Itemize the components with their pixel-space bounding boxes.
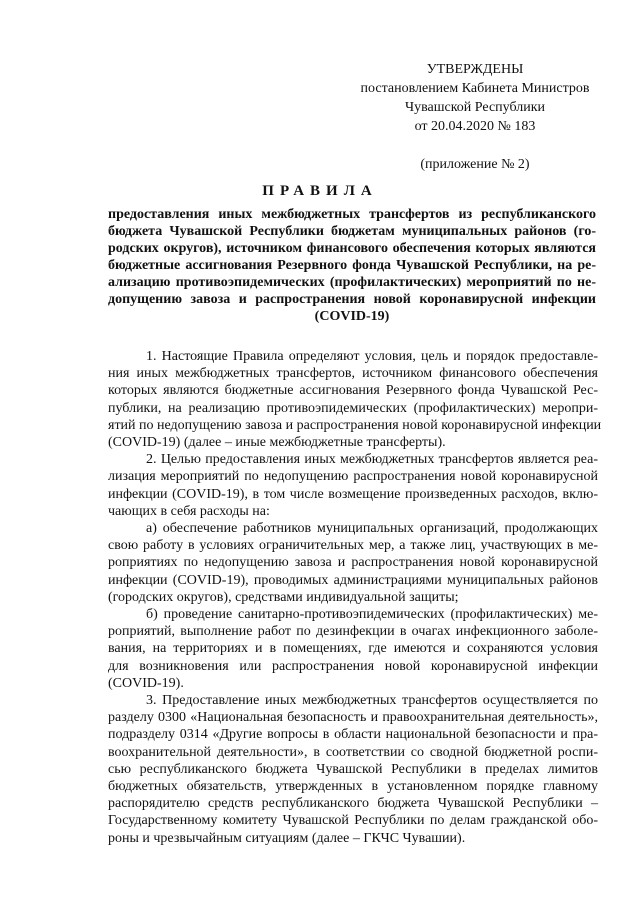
text-line: инфекции (COVID-19), в том числе возмещение произведенных расходов, вклю- <box>108 486 598 502</box>
approval-stamp <box>330 60 620 174</box>
approval-line-2: Чувашской Республики <box>404 100 546 115</box>
text-line: роны и чрезвычайным ситуациям (далее – ГКЧС Чувашии). <box>108 830 466 846</box>
text-line: вания, на территориях и в помещениях, где имеются и сохраняются условия <box>108 641 598 657</box>
subtitle-line: (COVID-19) <box>314 309 390 324</box>
text-line: для возникновения или распространения новой коронавирусной инфекции <box>108 658 598 674</box>
subtitle-line: ализацию противоэпидемических (профилактических) мероприятий по не- <box>108 275 596 290</box>
document-subtitle <box>108 206 596 325</box>
text-line: чающих в себя расходы на: <box>108 503 270 519</box>
text-line: 1. Настоящие Правила определяют условия, цель и порядок предоставле- <box>146 349 598 364</box>
text-line: бюджетных обязательств, утвержденных в установленном порядке главному <box>108 779 598 795</box>
subtitle-line: бюджета Чувашской Республики бюджетам муниципальных районов (го- <box>108 224 596 239</box>
paragraph-2 <box>108 451 598 520</box>
text-line: (COVID-19). <box>108 675 184 691</box>
document-title: ПРАВИЛА <box>262 183 378 199</box>
paragraph-2a <box>108 520 598 606</box>
text-line: воохранительной деятельности», в соответствии со сводной бюджетной роспи- <box>108 744 598 760</box>
text-line: публики, на реализацию противоэпидемических (профилактических) меропри- <box>108 400 598 416</box>
text-line: разделу 0300 «Национальная безопасность и правоохранительная деятельность», <box>108 710 598 726</box>
appendix-note: (приложение № 2) <box>420 157 530 172</box>
text-line: роприятиях по недопущению завоза и распространения новой коронавирусной <box>108 555 598 571</box>
text-line: 2. Целью предоставления иных межбюджетных трансфертов является реа- <box>146 452 598 468</box>
text-line: свою работу в условиях ограничительных мер, а также лиц, участвующих в ме- <box>108 538 598 554</box>
text-line: б) проведение санитарно-противоэпидемических (профилактических) ме- <box>146 607 598 623</box>
subtitle-line: родских округов), источником финансового обеспечения которых являются <box>108 241 596 256</box>
approval-line-1: постановлением Кабинета Министров <box>360 81 590 96</box>
subtitle-line: бюджетные ассигнования Резервного фонда Чувашской Республики, на ре- <box>108 258 596 273</box>
document-body <box>108 348 602 847</box>
text-line: а) обеспечение работников муниципальных организаций, продолжающих <box>146 521 598 537</box>
text-line: распорядителю средств республиканского бюджета Чувашской Республики – <box>108 796 598 812</box>
text-line: подразделу 0314 «Другие вопросы в области национальной безопасности и пра- <box>108 727 598 743</box>
text-line: инфекции (COVID-19), проводимых администрациями муниципальных районов <box>108 572 598 588</box>
text-line: Государственному комитету Чувашской Республики по делам гражданской обо- <box>108 813 598 829</box>
text-line: 3. Предоставление иных межбюджетных трансфертов осуществляется по <box>146 693 598 709</box>
text-line: ния иных межбюджетных трансфертов, источником финансового обеспечения <box>108 366 598 382</box>
paragraph-3 <box>108 692 598 847</box>
approval-heading: УТВЕРЖДЕНЫ <box>426 62 524 77</box>
text-line: которых являются бюджетные ассигнования Резервного фонда Чувашской Рес- <box>108 383 598 399</box>
text-line: роприятий, выполнение работ по дезинфекции в очагах инфекционного заболе- <box>108 624 598 640</box>
approval-line-3: от 20.04.2020 № 183 <box>414 119 536 134</box>
text-line: (COVID-19) (далее – иные межбюджетные трансферты). <box>108 435 446 451</box>
subtitle-line: предоставления иных межбюджетных трансфертов из республиканского <box>108 207 596 222</box>
paragraph-1 <box>108 348 602 451</box>
paragraph-2b <box>108 606 598 692</box>
text-line: лизация мероприятий по недопущению распространения новой коронавирусной <box>108 469 598 485</box>
text-line: (городских округов), средствами индивидуальной защиты; <box>108 589 459 605</box>
text-line: ятий по недопущению завоза и распространения новой коронавирусной инфекции <box>108 417 602 433</box>
text-line: сью республиканского бюджета Чувашской Республики в пределах лимитов <box>108 761 598 777</box>
subtitle-line: допущению завоза и распространения новой коронавирусной инфекции <box>108 292 596 307</box>
